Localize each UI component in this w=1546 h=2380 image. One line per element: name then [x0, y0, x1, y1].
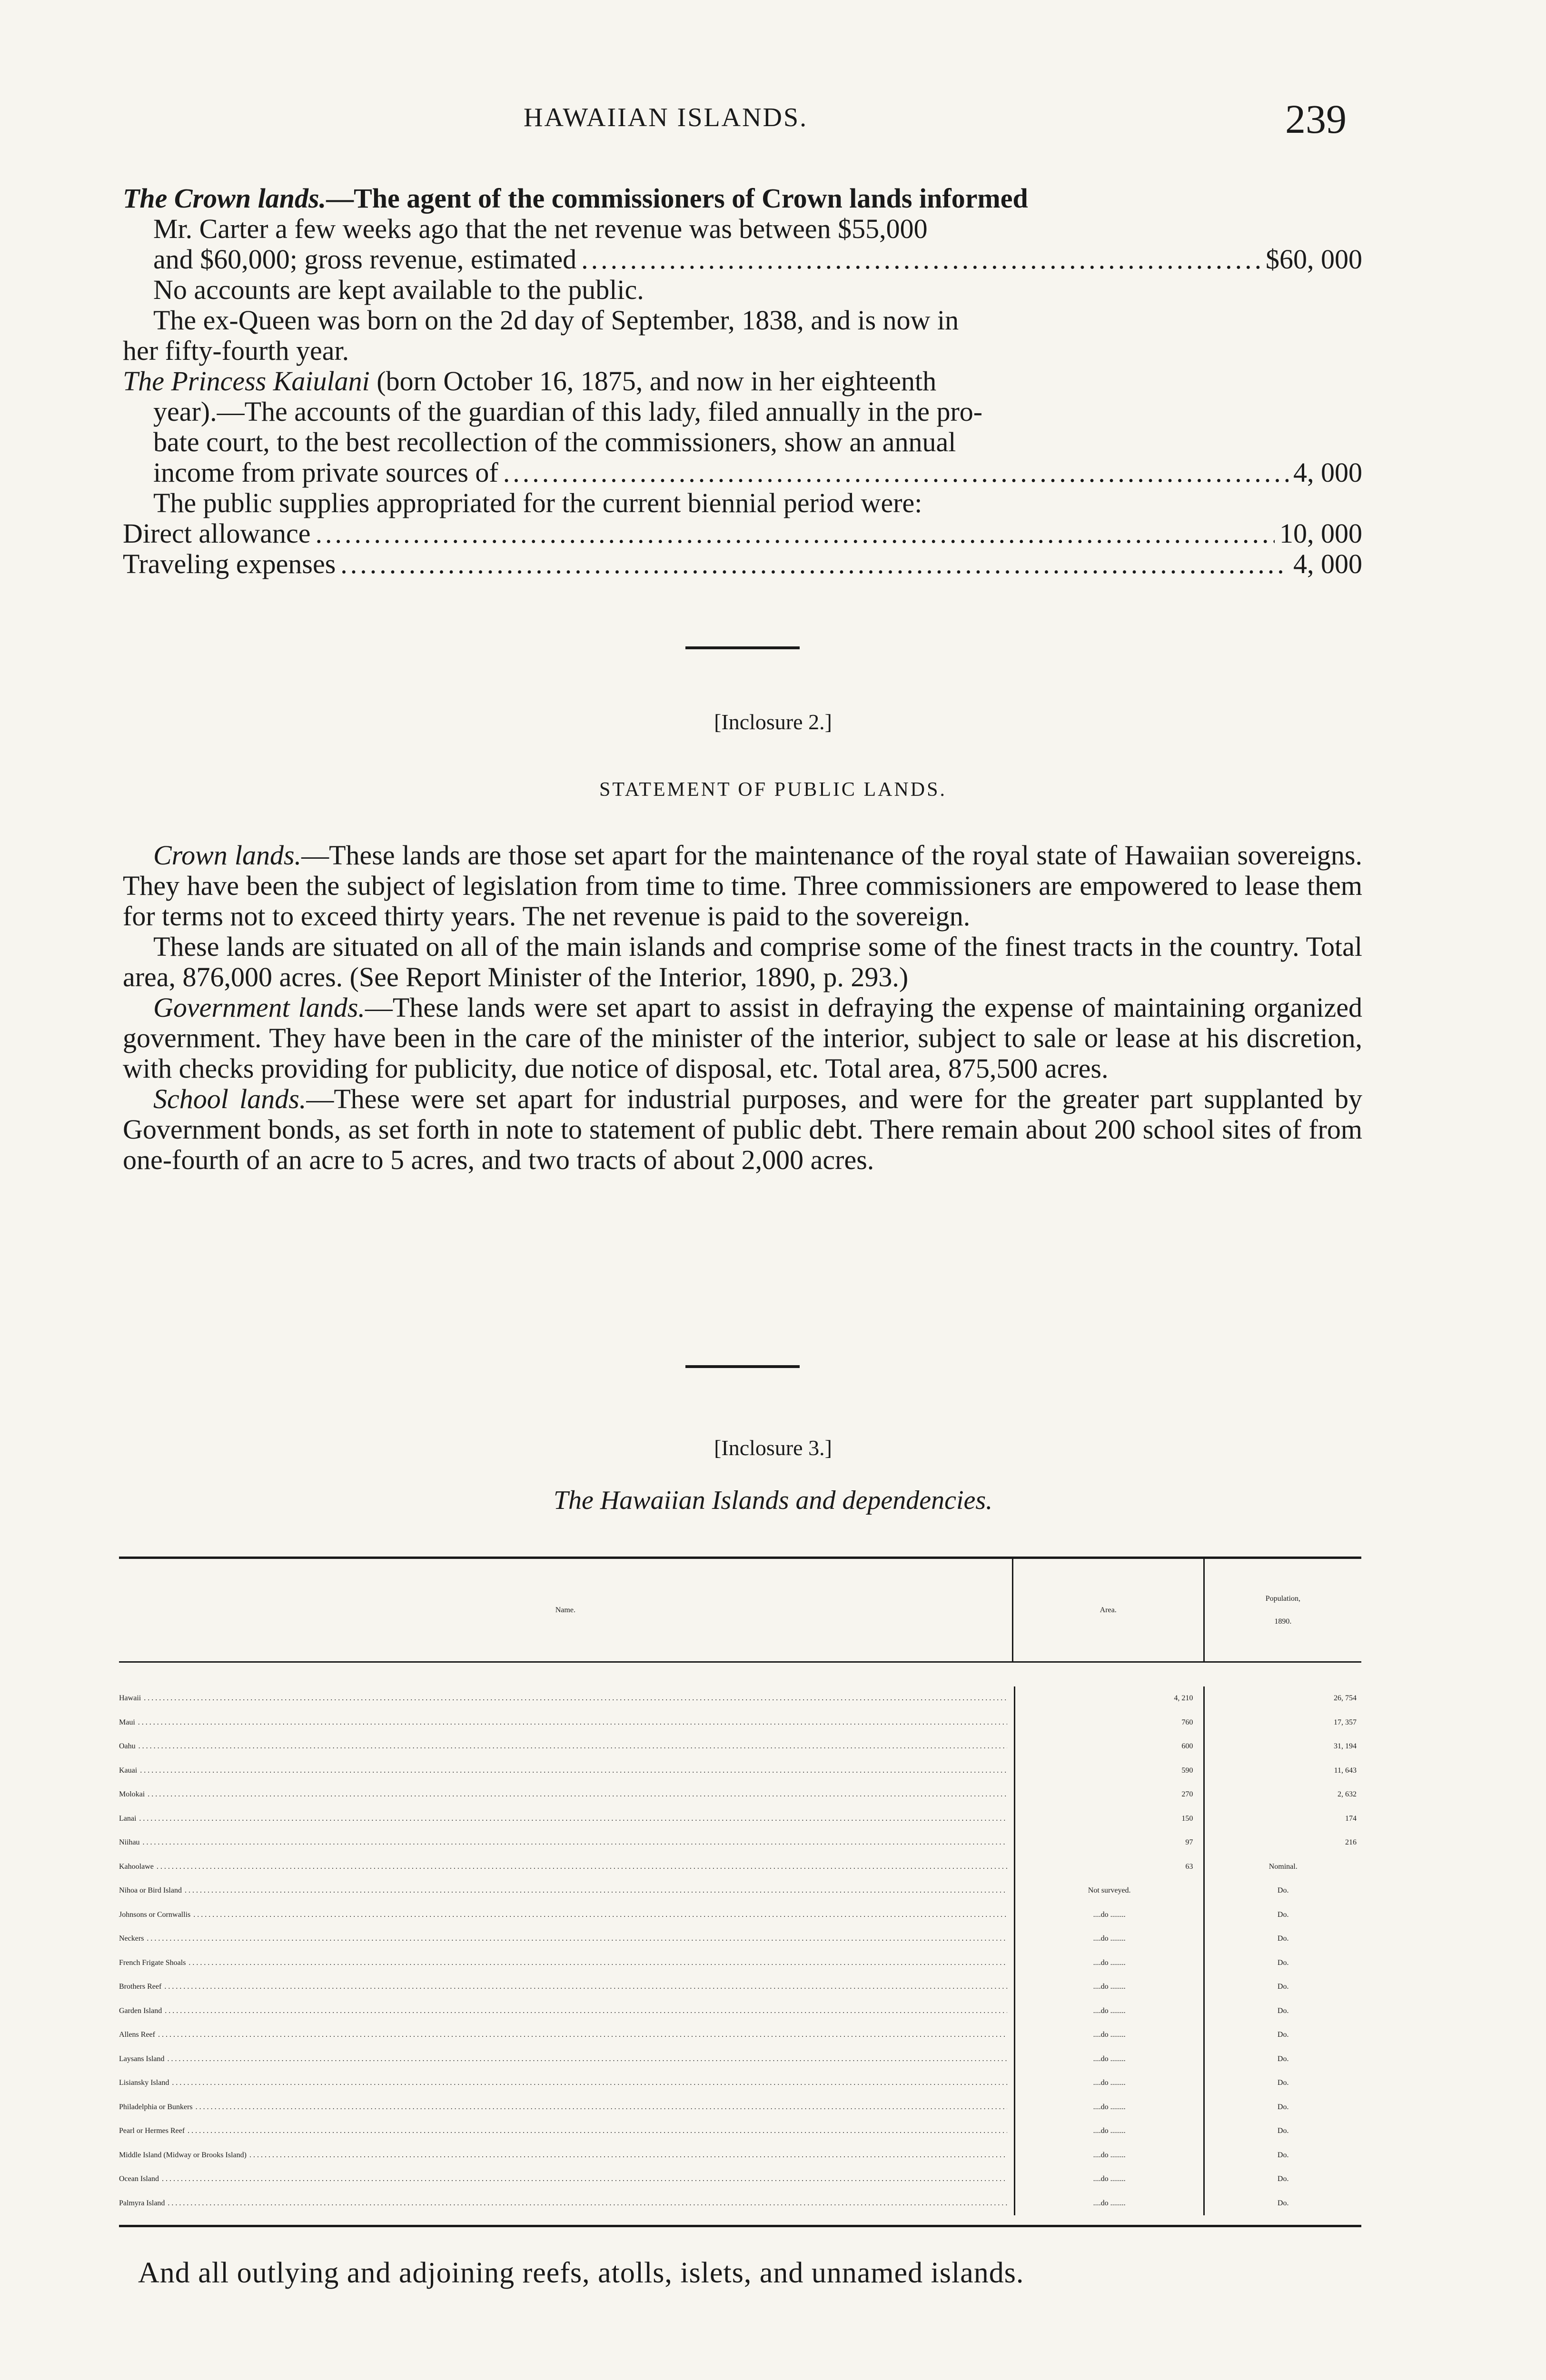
island-name-cell [119, 2119, 1015, 2143]
traveling-expenses-amount: 4, 000 [1293, 548, 1362, 579]
table-row [119, 2192, 1361, 2216]
island-name: Laysans Island [119, 2054, 165, 2063]
table-row [119, 1951, 1361, 1975]
table-row [119, 2143, 1361, 2168]
leader-dots [147, 1927, 1007, 1951]
school-lands-heading: School lands. [153, 1083, 307, 1114]
island-area: 4, 210 [1015, 1686, 1205, 1711]
government-lands-heading: Government lands. [153, 992, 365, 1023]
table-row [119, 2095, 1361, 2120]
island-name: Philadelphia or Bunkers [119, 2102, 193, 2111]
island-name-cell [119, 2047, 1015, 2072]
direct-allowance-amount: 10, 000 [1279, 518, 1362, 549]
island-name-cell [119, 1686, 1015, 1711]
island-population: Do. [1277, 2031, 1289, 2039]
island-name-cell [119, 2167, 1015, 2192]
island-area: 600 [1015, 1735, 1205, 1759]
running-title: HAWAIIAN ISLANDS. [524, 103, 808, 132]
leader-dots [503, 457, 1288, 488]
ex-queen-line-2: her fifty-fourth year. [123, 335, 349, 366]
crown-revenue-section [123, 183, 1362, 579]
table-row [119, 1855, 1361, 1879]
crown-lands-heading: Crown lands. [153, 840, 302, 871]
island-name: Kahoolawe [119, 1862, 154, 1871]
island-population: Do. [1277, 1886, 1289, 1894]
public-supplies-line: The public supplies appropriated for the current biennial period were: [153, 487, 922, 518]
crown-lands-body: —These lands are those set apart for the maintenance of the royal state of Hawaiian sovereigns. They have been the subject of legislation from time to time. Three commissioners are empowered to lease them for terms not to exceed thirty years. The net revenue is paid to the sovereign. [123, 840, 1362, 932]
government-lands-statement [123, 992, 1362, 1084]
island-population: Do. [1277, 2054, 1289, 2063]
direct-allowance-line [123, 518, 1362, 549]
table-row [119, 1759, 1361, 1783]
island-name: Garden Island [119, 2006, 162, 2015]
table-header [119, 1559, 1361, 1663]
crown-lands-label: The Crown lands. [123, 183, 327, 214]
table-row [119, 2023, 1361, 2047]
island-area: ....do ........ [1015, 1999, 1205, 2023]
island-name: Niihau [119, 1838, 140, 1846]
leader-dots [172, 2071, 1007, 2095]
island-area: 760 [1015, 1711, 1205, 1735]
island-area: ....do ........ [1015, 1927, 1205, 1951]
island-name-cell [119, 1783, 1015, 1807]
page-number: 239 [1285, 96, 1347, 142]
island-population: Do. [1277, 1934, 1289, 1943]
island-population: Do. [1277, 2199, 1289, 2207]
island-area: ....do ........ [1015, 2167, 1205, 2192]
section-divider [685, 646, 800, 649]
island-name-cell [119, 1951, 1015, 1975]
header-name: Name. [119, 1559, 1013, 1661]
crown-revenue-amount: $60, 000 [1266, 244, 1362, 275]
table-row [119, 2167, 1361, 2192]
island-name-cell [119, 2192, 1015, 2216]
traveling-expenses-line [123, 549, 1362, 579]
crown-lands-text-1: —The agent of the commissioners of Crown lands informed [326, 183, 1028, 214]
crown-revenue-label: and $60,000; gross revenue, estimated [153, 244, 577, 275]
island-population: 26, 754 [1334, 1694, 1357, 1702]
island-name: Lisiansky Island [119, 2079, 169, 2087]
island-population: Do. [1277, 1910, 1289, 1919]
header-population [1205, 1559, 1361, 1661]
leader-dots [193, 1903, 1007, 1927]
leader-dots [581, 244, 1261, 275]
no-accounts-line: No accounts are kept available to the public. [153, 274, 644, 305]
island-population: 11, 643 [1334, 1766, 1357, 1775]
leader-dots [165, 1999, 1007, 2023]
table-row [119, 1807, 1361, 1831]
princess-text-1: (born October 16, 1875, and now in her eighteenth [369, 366, 937, 397]
island-area: ....do ........ [1015, 2119, 1205, 2143]
leader-dots [162, 2167, 1007, 2192]
princess-line-3: bate court, to the best recollection of the commissioners, show an annual [153, 426, 956, 457]
island-area: 270 [1015, 1783, 1205, 1807]
island-area: ....do ........ [1015, 2192, 1205, 2216]
island-area: ....do ........ [1015, 2143, 1205, 2168]
island-population: Do. [1277, 2079, 1289, 2087]
table-row [119, 1879, 1361, 1903]
crown-lands-line-2: Mr. Carter a few weeks ago that the net revenue was between $55,000 [153, 213, 928, 244]
table-row [119, 1783, 1361, 1807]
table-row [119, 1999, 1361, 2023]
crown-lands-statement-2: These lands are situated on all of the main islands and comprise some of the finest tracts in the country. Total area, 876,000 acres. (See Report Minister of the Interior, 1890, p. 293.) [123, 931, 1362, 992]
leader-dots [188, 2119, 1007, 2143]
table-footnote: And all outlying and adjoining reefs, atolls, islets, and unnamed islands. [138, 2257, 1024, 2289]
leader-dots [148, 1783, 1007, 1807]
inclosure-3-label: [Inclosure 3.] [714, 1436, 832, 1460]
leader-dots [139, 1807, 1007, 1831]
island-area: Not surveyed. [1015, 1879, 1205, 1903]
leader-dots [138, 1711, 1007, 1735]
leader-dots [196, 2095, 1007, 2120]
island-population: 2, 632 [1338, 1790, 1357, 1798]
table-row [119, 2119, 1361, 2143]
island-name: Maui [119, 1718, 135, 1726]
princess-label: The Princess Kaiulani [123, 366, 370, 397]
crown-lands-paragraph [123, 183, 1362, 214]
public-lands-title: STATEMENT OF PUBLIC LANDS. [599, 779, 947, 801]
princess-line-2: year).—The accounts of the guardian of this lady, filed annually in the pro- [153, 396, 983, 427]
princess-paragraph [123, 366, 1362, 397]
school-lands-body: —These were set apart for industrial purposes, and were for the greater part supplanted by Government bonds, as set forth in note to statement of public debt. There remain about 200 school sites of from one-fourth of an acre to 5 acres, and two tracts of about 2,000 acres. [123, 1083, 1362, 1175]
island-name: French Frigate Shoals [119, 1958, 186, 1967]
island-name: Lanai [119, 1814, 137, 1823]
island-population: Do. [1277, 2175, 1289, 2183]
island-name-cell [119, 1735, 1015, 1759]
island-name: Kauai [119, 1766, 138, 1775]
princess-income-line [123, 457, 1362, 488]
island-area: ....do ........ [1015, 2023, 1205, 2047]
government-lands-body: —These lands were set apart to assist in defraying the expense of maintaining organized government. They have been in the care of the minister of the interior, subject to sale or lease at his discretion, with checks providing for publicity, due notice of disposal, etc. Total area, 875,500 acres. [123, 992, 1362, 1084]
island-name-cell [119, 1927, 1015, 1951]
leader-dots [143, 1831, 1007, 1855]
island-name: Hawaii [119, 1694, 141, 1702]
traveling-expenses-label: Traveling expenses [123, 548, 336, 579]
table-row [119, 1831, 1361, 1855]
island-name-cell [119, 1807, 1015, 1831]
public-lands-section [123, 840, 1362, 1175]
table-row [119, 2047, 1361, 2072]
island-name: Ocean Island [119, 2175, 159, 2183]
island-area: 97 [1015, 1831, 1205, 1855]
leader-dots [185, 1879, 1007, 1903]
leader-dots [316, 518, 1275, 549]
island-area: ....do ........ [1015, 2047, 1205, 2072]
table-row [119, 1686, 1361, 1711]
table-row [119, 1975, 1361, 1999]
island-population: Do. [1277, 2127, 1289, 2135]
island-name-cell [119, 1759, 1015, 1783]
island-population: Do. [1277, 1958, 1289, 1967]
header-area: Area. [1013, 1559, 1205, 1661]
island-area: 590 [1015, 1759, 1205, 1783]
section-divider [685, 1365, 800, 1368]
island-area: ....do ........ [1015, 2071, 1205, 2095]
island-name-cell [119, 2095, 1015, 2120]
leader-dots [249, 2143, 1007, 2168]
island-name: Nihoa or Bird Island [119, 1886, 182, 1894]
island-name: Middle Island (Midway or Brooks Island) [119, 2151, 247, 2159]
island-name-cell [119, 2023, 1015, 2047]
island-area: 150 [1015, 1807, 1205, 1831]
island-population: 216 [1345, 1838, 1357, 1846]
island-name: Allens Reef [119, 2031, 155, 2039]
island-area: ....do ........ [1015, 1975, 1205, 1999]
table-row [119, 1735, 1361, 1759]
leader-dots [144, 1686, 1007, 1711]
crown-lands-statement [123, 840, 1362, 932]
princess-income-label: income from private sources of [153, 457, 498, 488]
leader-dots [168, 2047, 1007, 2072]
island-name-cell [119, 2143, 1015, 2168]
leader-dots [139, 1735, 1007, 1759]
island-area: 63 [1015, 1855, 1205, 1879]
island-population: Do. [1277, 2102, 1289, 2111]
island-name-cell [119, 1879, 1015, 1903]
table-row [119, 1711, 1361, 1735]
island-population: Do. [1277, 2006, 1289, 2015]
island-population: Do. [1277, 1983, 1289, 1991]
crown-revenue-line [123, 244, 1362, 275]
island-name: Pearl or Hermes Reef [119, 2127, 185, 2135]
island-population: Nominal. [1269, 1862, 1298, 1871]
island-name-cell [119, 1903, 1015, 1927]
school-lands-statement [123, 1084, 1362, 1175]
island-area: ....do ........ [1015, 2095, 1205, 2120]
leader-dots [188, 1951, 1007, 1975]
island-name: Molokai [119, 1790, 145, 1798]
leader-dots [168, 2192, 1007, 2216]
ex-queen-line-1: The ex-Queen was born on the 2d day of September, 1838, and is now in [153, 305, 959, 336]
leader-dots [158, 2023, 1007, 2047]
island-name: Neckers [119, 1934, 144, 1943]
island-name-cell [119, 1831, 1015, 1855]
leader-dots [157, 1855, 1007, 1879]
island-area: ....do ........ [1015, 1951, 1205, 1975]
table-row [119, 1927, 1361, 1951]
islands-table-title: The Hawaiian Islands and dependencies. [553, 1486, 993, 1515]
island-name: Palmyra Island [119, 2199, 165, 2207]
leader-dots [340, 549, 1288, 579]
islands-table [119, 1557, 1361, 2227]
island-population: 17, 357 [1334, 1718, 1357, 1726]
island-name-cell [119, 1855, 1015, 1879]
island-name-cell [119, 1711, 1015, 1735]
table-body [119, 1663, 1361, 2215]
header-population-year: 1890. [1274, 1617, 1292, 1626]
inclosure-2-label: [Inclosure 2.] [714, 710, 832, 734]
header-population-label: Population, [1265, 1594, 1301, 1603]
island-name: Johnsons or Cornwallis [119, 1910, 191, 1919]
island-population: Do. [1277, 2151, 1289, 2159]
island-name: Oahu [119, 1742, 136, 1750]
island-name-cell [119, 2071, 1015, 2095]
island-name: Brothers Reef [119, 1983, 162, 1991]
princess-income-amount: 4, 000 [1293, 457, 1362, 488]
island-area: ....do ........ [1015, 1903, 1205, 1927]
table-row [119, 1903, 1361, 1927]
table-row [119, 2071, 1361, 2095]
island-name-cell [119, 1999, 1015, 2023]
island-name-cell [119, 1975, 1015, 1999]
leader-dots [164, 1975, 1007, 1999]
leader-dots [140, 1759, 1007, 1783]
island-population: 31, 194 [1334, 1742, 1357, 1750]
island-population: 174 [1345, 1814, 1357, 1823]
direct-allowance-label: Direct allowance [123, 518, 311, 549]
